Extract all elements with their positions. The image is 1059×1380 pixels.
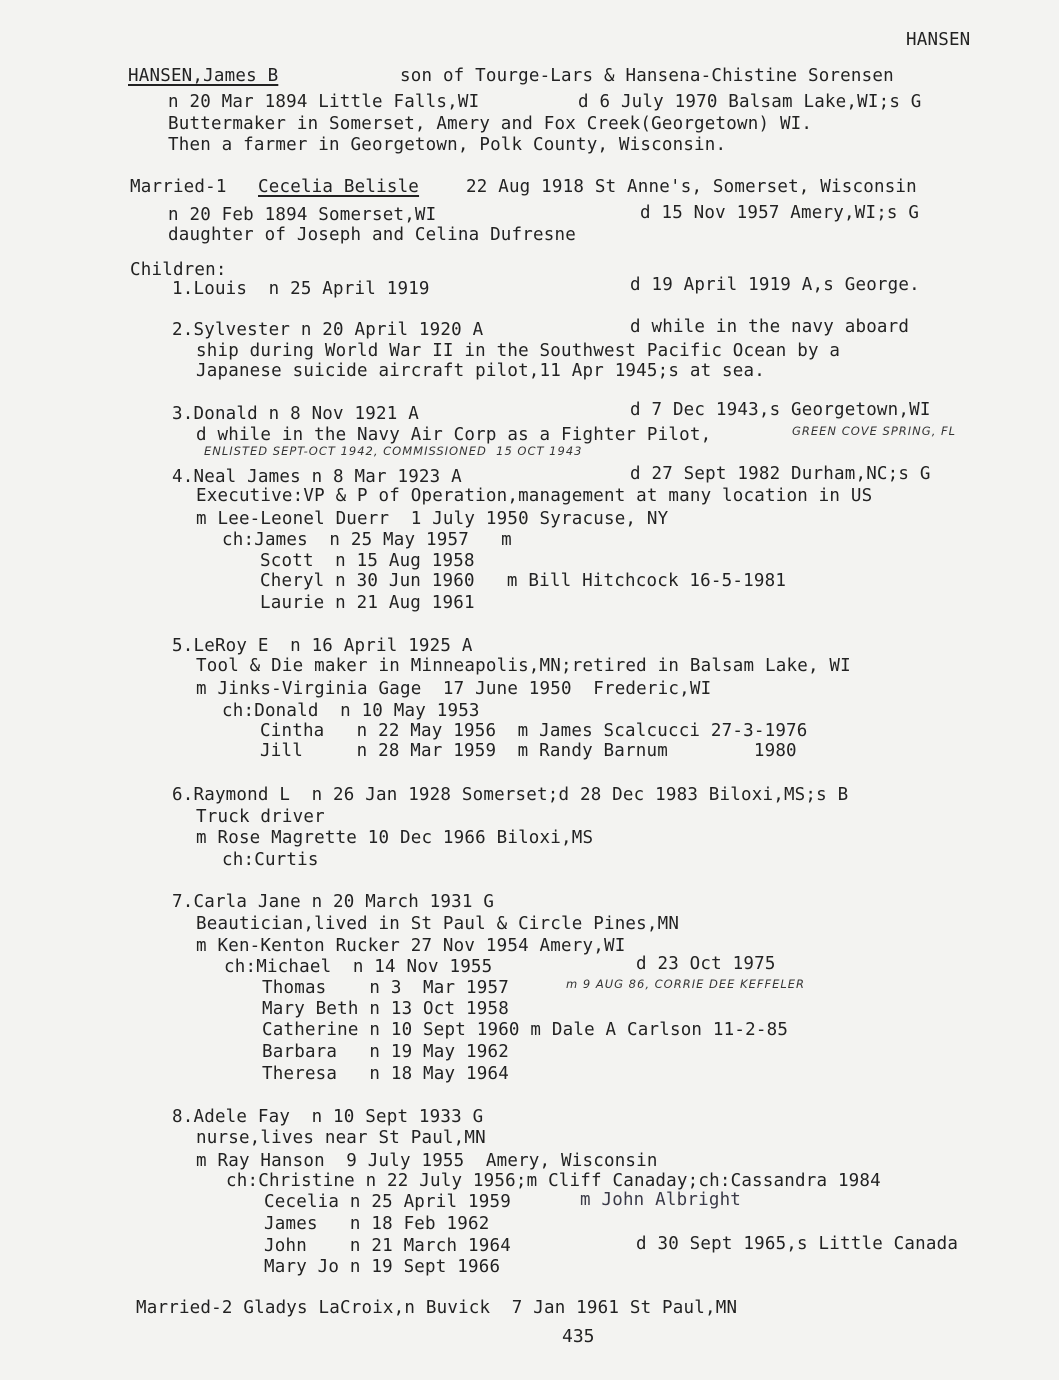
child-7-grandchild-1-death: d 23 Oct 1975 bbox=[636, 954, 776, 974]
child-4-grandchild-1: ch:James n 25 May 1957 m bbox=[222, 530, 512, 550]
subject-name: HANSEN,James B bbox=[128, 66, 279, 86]
child-4-line3: m Lee-Leonel Duerr 1 July 1950 Syracuse, NY bbox=[196, 509, 669, 529]
child-8-line2: nurse,lives near St Paul,MN bbox=[196, 1128, 486, 1148]
child-2-line3: Japanese suicide aircraft pilot,11 Apr 1945;s at sea. bbox=[196, 361, 766, 381]
child-8-grandchild-5: Mary Jo n 19 Sept 1966 bbox=[264, 1257, 501, 1277]
child-6-line2: Truck driver bbox=[196, 807, 325, 827]
child-4-grandchild-3: Cheryl n 30 Jun 1960 m Bill Hitchcock 16-5-1981 bbox=[260, 571, 787, 591]
child-5-grandchild-1: ch:Donald n 10 May 1953 bbox=[222, 701, 480, 721]
child-8-line3: m Ray Hanson 9 July 1955 Amery, Wisconsin bbox=[196, 1151, 658, 1171]
child-2: 2.Sylvester n 20 April 1920 A bbox=[172, 320, 484, 340]
child-8-grandchild-4-death: d 30 Sept 1965,s Little Canada bbox=[636, 1234, 959, 1254]
marriage1-birth: n 20 Feb 1894 Somerset,WI bbox=[168, 205, 437, 225]
marriage1-death: d 15 Nov 1957 Amery,WI;s G bbox=[640, 203, 920, 223]
child-7-line3: m Ken-Kenton Rucker 27 Nov 1954 Amery,WI bbox=[196, 936, 626, 956]
child-3-line2: d while in the Navy Air Corp as a Fighter Pilot, bbox=[196, 425, 712, 445]
child-7-grandchild-4: Catherine n 10 Sept 1960 m Dale A Carlson 11-2-85 bbox=[262, 1020, 789, 1040]
child-5-line3: m Jinks-Virginia Gage 17 June 1950 Frederic,WI bbox=[196, 679, 712, 699]
child-6-line3: m Rose Magrette 10 Dec 1966 Biloxi,MS bbox=[196, 828, 594, 848]
child-5: 5.LeRoy E n 16 April 1925 A bbox=[172, 636, 473, 656]
child-7-grandchild-2: Thomas n 3 Mar 1957 bbox=[262, 978, 509, 998]
subject-birth: n 20 Mar 1894 Little Falls,WI bbox=[168, 92, 480, 112]
child-8-grandchild-2-marriage-note: m John Albright bbox=[580, 1190, 742, 1210]
subject-death: d 6 July 1970 Balsam Lake,WI;s G bbox=[578, 92, 922, 112]
child-4-grandchild-2: Scott n 15 Aug 1958 bbox=[260, 551, 475, 571]
child-3-death: d 7 Dec 1943,s Georgetown,WI bbox=[630, 400, 931, 420]
child-6: 6.Raymond L n 26 Jan 1928 Somerset;d 28 Dec 1983 Biloxi,MS;s B bbox=[172, 785, 849, 805]
subject-occupation-2: Then a farmer in Georgetown, Polk County, Wisconsin. bbox=[168, 135, 727, 155]
child-8-grandchild-1: ch:Christine n 22 July 1956;m Cliff Canaday;ch:Cassandra 1984 bbox=[226, 1171, 881, 1191]
child-3: 3.Donald n 8 Nov 1921 A bbox=[172, 404, 419, 424]
marriage1-details: 22 Aug 1918 St Anne's, Somerset, Wisconsin bbox=[466, 177, 917, 197]
child-2-line2: ship during World War II in the Southwest Pacific Ocean by a bbox=[196, 341, 841, 361]
child-1-death: d 19 April 1919 A,s George. bbox=[630, 275, 920, 295]
child-7-grandchild-2-handwritten-note: m 9 AUG 86, CORRIE DEE KEFFELER bbox=[566, 977, 806, 991]
child-4: 4.Neal James n 8 Mar 1923 A bbox=[172, 467, 462, 487]
child-7-grandchild-3: Mary Beth n 13 Oct 1958 bbox=[262, 999, 509, 1019]
child-8-grandchild-3: James n 18 Feb 1962 bbox=[264, 1214, 490, 1234]
child-8-grandchild-2: Cecelia n 25 April 1959 bbox=[264, 1192, 511, 1212]
child-4-line2: Executive:VP & P of Operation,management at many location in US bbox=[196, 486, 873, 506]
child-7: 7.Carla Jane n 20 March 1931 G bbox=[172, 892, 495, 912]
child-4-grandchild-4: Laurie n 21 Aug 1961 bbox=[260, 593, 475, 613]
child-7-line2: Beautician,lived in St Paul & Circle Pines,MN bbox=[196, 914, 680, 934]
child-5-grandchild-3: Jill n 28 Mar 1959 m Randy Barnum 1980 bbox=[260, 741, 797, 761]
page-number: 435 bbox=[562, 1326, 595, 1347]
marriage1-prefix: Married-1 bbox=[130, 177, 227, 197]
child-7-grandchild-6: Theresa n 18 May 1964 bbox=[262, 1064, 509, 1084]
marriage1-spouse: Cecelia Belisle bbox=[258, 177, 420, 197]
children-label: Children: bbox=[130, 260, 227, 280]
child-3-handwritten-note-1: GREEN COVE SPRING, FL bbox=[792, 424, 957, 438]
marriage1-parents: daughter of Joseph and Celina Dufresne bbox=[168, 225, 576, 245]
child-3-handwritten-note-2: ENLISTED SEPT-OCT 1942, COMMISSIONED 15 OCT 1943 bbox=[204, 444, 583, 458]
surname-header: HANSEN bbox=[906, 30, 971, 50]
subject-occupation-1: Buttermaker in Somerset, Amery and Fox Creek(Georgetown) WI. bbox=[168, 114, 813, 134]
marriage2: Married-2 Gladys LaCroix,n Buvick 7 Jan 1961 St Paul,MN bbox=[136, 1298, 738, 1318]
child-6-grandchild-1: ch:Curtis bbox=[222, 850, 319, 870]
child-8: 8.Adele Fay n 10 Sept 1933 G bbox=[172, 1107, 484, 1127]
child-5-grandchild-2: Cintha n 22 May 1956 m James Scalcucci 27-3-1976 bbox=[260, 721, 808, 741]
child-2-death: d while in the navy aboard bbox=[630, 317, 910, 337]
child-7-grandchild-5: Barbara n 19 May 1962 bbox=[262, 1042, 509, 1062]
child-8-grandchild-4: John n 21 March 1964 bbox=[264, 1236, 511, 1256]
child-1: 1.Louis n 25 April 1919 bbox=[172, 279, 430, 299]
child-4-death: d 27 Sept 1982 Durham,NC;s G bbox=[630, 464, 931, 484]
child-7-grandchild-1: ch:Michael n 14 Nov 1955 bbox=[224, 957, 493, 977]
child-5-line2: Tool & Die maker in Minneapolis,MN;retired in Balsam Lake, WI bbox=[196, 656, 851, 676]
subject-parents: son of Tourge-Lars & Hansena-Chistine Sorensen bbox=[400, 66, 894, 86]
